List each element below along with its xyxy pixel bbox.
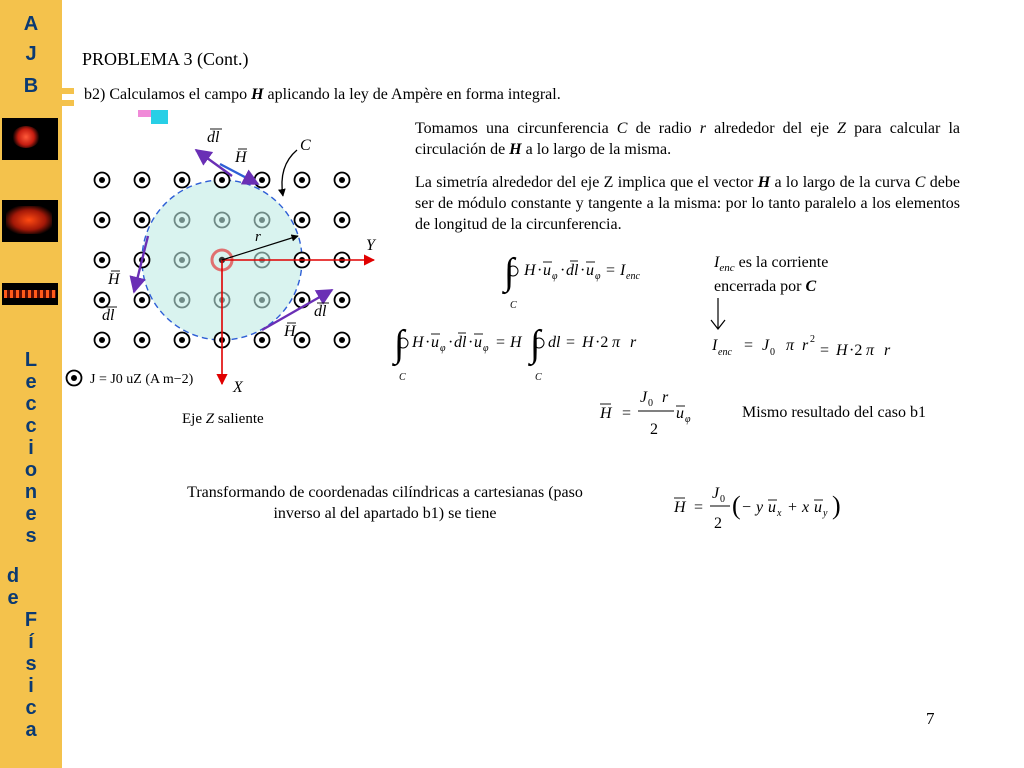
ampere-diagram	[60, 118, 400, 408]
equation-H-cylindrical	[594, 384, 714, 440]
svg-text:(: (	[732, 491, 741, 520]
equation-ampere-integral	[498, 244, 678, 310]
sidebar-letter: s	[25, 525, 37, 547]
paragraph-circulation-text: Tomamos una circunferencia C de radio r alrededor del eje Z para calcular la circulación de H a lo largo de la misma.	[415, 120, 960, 159]
sidebar-letter: c	[25, 393, 37, 415]
sidebar-letter: í	[28, 631, 34, 653]
svg-text:·: ·	[468, 334, 474, 351]
current-dot	[99, 297, 105, 303]
svg-text:r: r	[662, 389, 669, 406]
current-dot	[259, 337, 265, 343]
sidebar-letter: c	[25, 697, 37, 719]
svg-text:u: u	[431, 334, 439, 351]
label-H-left: H	[108, 271, 120, 288]
photo-thumbnail	[2, 200, 58, 242]
decor-bar	[60, 88, 74, 94]
current-dot	[99, 217, 105, 223]
current-dot	[99, 337, 105, 343]
svg-text:H: H	[510, 334, 522, 351]
svg-text:0: 0	[648, 398, 653, 409]
svg-text:∫: ∫	[394, 323, 405, 365]
sidebar	[0, 0, 62, 768]
label-dl-left: dl	[102, 307, 115, 324]
label-H-top: H	[235, 149, 247, 166]
same-result-note: Mismo resultado del caso b1	[742, 404, 926, 421]
paragraph-circulation	[415, 118, 960, 160]
slide-subtitle	[84, 84, 561, 105]
svg-text:0: 0	[720, 494, 725, 505]
svg-text:r: r	[884, 342, 891, 359]
current-dot	[259, 177, 265, 183]
paragraph-symmetry	[415, 172, 960, 235]
svg-text:φ: φ	[440, 343, 446, 354]
current-dot	[139, 337, 145, 343]
svg-text:2: 2	[810, 334, 815, 345]
page-number: 7	[926, 709, 935, 728]
svg-text:·: ·	[560, 262, 566, 279]
svg-text:0: 0	[770, 347, 775, 358]
svg-text:u: u	[768, 499, 776, 516]
sidebar-letter: B	[23, 75, 39, 97]
label-dl-top: dl	[207, 129, 220, 146]
current-dot	[179, 297, 185, 303]
current-dot	[139, 297, 145, 303]
svg-text:J: J	[712, 485, 720, 502]
svg-text:2: 2	[650, 421, 658, 438]
current-dot	[299, 297, 305, 303]
svg-text:π: π	[786, 337, 795, 354]
svg-text:H: H	[600, 405, 612, 422]
svg-text:): )	[832, 491, 841, 520]
svg-text:r: r	[630, 334, 637, 351]
label-H-bottom: H	[284, 323, 296, 340]
sidebar-letter: e	[25, 371, 37, 393]
svg-text:·: ·	[448, 334, 454, 351]
current-density-legend	[67, 371, 194, 388]
legend-J: J = J0 uZ (A m−2)	[90, 372, 194, 387]
svg-text:r: r	[802, 337, 809, 354]
sidebar-letter: e	[25, 503, 37, 525]
svg-text:x: x	[777, 508, 782, 519]
label-C: C	[300, 137, 311, 154]
current-dot	[99, 257, 105, 263]
svg-text:·2: ·2	[595, 334, 609, 351]
svg-text:φ: φ	[483, 343, 489, 354]
sidebar-letter: L	[24, 349, 38, 371]
sidebar-letter: i	[28, 437, 34, 459]
equation-circulation	[390, 314, 670, 384]
svg-text:∫: ∫	[504, 251, 515, 293]
photo-thumbnail	[2, 118, 58, 160]
C-pointer	[282, 150, 297, 196]
label-dl-right: dl	[314, 303, 327, 320]
svg-text:=: =	[566, 334, 576, 351]
svg-text:π: π	[866, 342, 875, 359]
sidebar-letter: A	[23, 13, 39, 35]
svg-text:=: =	[820, 342, 830, 359]
svg-text:y: y	[823, 508, 828, 519]
current-dot	[139, 177, 145, 183]
svg-text:x: x	[802, 499, 810, 516]
svg-text:−: −	[742, 499, 752, 516]
svg-text:H: H	[412, 334, 424, 351]
current-dot	[299, 177, 305, 183]
svg-text:dl: dl	[566, 262, 579, 279]
current-dot	[179, 217, 185, 223]
current-dot	[179, 177, 185, 183]
svg-text:enc: enc	[718, 347, 732, 358]
sidebar-letter: c	[25, 415, 37, 437]
sidebar-letter: F	[24, 609, 38, 631]
sidebar-letter: s	[25, 653, 37, 675]
current-dot	[179, 257, 185, 263]
current-dot	[299, 217, 305, 223]
decor-bar	[60, 100, 74, 106]
sidebar-letter: J	[25, 43, 37, 65]
svg-text:u: u	[474, 334, 482, 351]
svg-text:I: I	[712, 337, 718, 354]
svg-text:dl: dl	[454, 334, 467, 351]
eje-z-text: Eje Z saliente	[182, 411, 264, 427]
svg-text:·: ·	[580, 262, 586, 279]
eje-z-label	[182, 410, 264, 430]
svg-text:H: H	[582, 334, 594, 351]
svg-text:H: H	[674, 499, 686, 516]
photo-thumbnail	[2, 283, 58, 305]
sidebar-letter: e	[7, 587, 19, 609]
current-dot	[179, 337, 185, 343]
svg-text:I: I	[620, 262, 626, 279]
label-Y: Y	[366, 237, 375, 254]
svg-text:·: ·	[537, 262, 543, 279]
current-dot	[339, 217, 345, 223]
svg-text:J: J	[762, 337, 770, 354]
svg-text:C: C	[399, 372, 406, 383]
dl-vector-top	[196, 150, 232, 176]
svg-text:H: H	[836, 342, 848, 359]
current-dot	[219, 217, 225, 223]
svg-text:=: =	[622, 405, 632, 422]
svg-text:φ: φ	[552, 271, 558, 282]
sidebar-letter: n	[24, 481, 38, 503]
svg-text:=: =	[744, 337, 754, 354]
sidebar-letter: i	[28, 675, 34, 697]
current-dot	[219, 177, 225, 183]
svg-text:+: +	[788, 499, 798, 516]
current-dot	[139, 217, 145, 223]
svg-text:C: C	[510, 300, 517, 311]
svg-text:·2: ·2	[849, 342, 863, 359]
transform-note: Transformando de coordenadas cilíndricas a cartesianas (paso inverso al del apartado b1) se tiene	[187, 484, 583, 523]
svg-text:enc: enc	[626, 271, 640, 282]
svg-text:=: =	[606, 262, 616, 279]
current-dot	[259, 217, 265, 223]
label-r: r	[255, 229, 261, 245]
svg-text:H: H	[524, 262, 536, 279]
sidebar-letter: o	[24, 459, 38, 481]
current-dot	[339, 297, 345, 303]
subtitle-text: b2) Calculamos el campo H aplicando la ley de Ampère en forma integral.	[84, 86, 561, 103]
svg-text:φ: φ	[595, 271, 601, 282]
down-arrow	[708, 296, 728, 332]
enc-note	[714, 252, 874, 297]
svg-text:dl: dl	[548, 334, 561, 351]
svg-text:·: ·	[425, 334, 431, 351]
sidebar-letter: a	[25, 719, 37, 741]
current-dot	[339, 337, 345, 343]
paragraph-symmetry-text: La simetría alrededor del eje Z implica que el vector H a lo largo de la curva C debe ser de módulo constante y tangente a la misma: por lo tanto paralelo a los elementos de longitud de la circunferencia.	[415, 174, 960, 234]
svg-text:π: π	[612, 334, 621, 351]
svg-text:2: 2	[714, 515, 722, 532]
svg-text:y: y	[756, 499, 764, 516]
svg-text:=: =	[496, 334, 506, 351]
svg-text:u: u	[814, 499, 822, 516]
equation-enclosed-current	[708, 330, 928, 366]
svg-text:φ: φ	[685, 414, 691, 425]
svg-text:u: u	[676, 405, 684, 422]
svg-text:∫: ∫	[530, 323, 541, 365]
svg-text:J: J	[640, 389, 648, 406]
current-dot	[299, 337, 305, 343]
svg-text:u: u	[586, 262, 594, 279]
slide-title: PROBLEMA 3 (Cont.)	[82, 49, 249, 69]
svg-text:C: C	[535, 372, 542, 383]
current-dot	[259, 297, 265, 303]
svg-text:=: =	[694, 499, 704, 516]
enc-note-text: $I_{enc}$ es la corriente encerrada por C	[714, 254, 829, 295]
current-dot	[339, 177, 345, 183]
current-dot	[99, 177, 105, 183]
svg-text:u: u	[543, 262, 551, 279]
equation-H-cartesian	[670, 482, 860, 538]
sidebar-letter: d	[6, 565, 20, 587]
label-X: X	[233, 379, 243, 396]
